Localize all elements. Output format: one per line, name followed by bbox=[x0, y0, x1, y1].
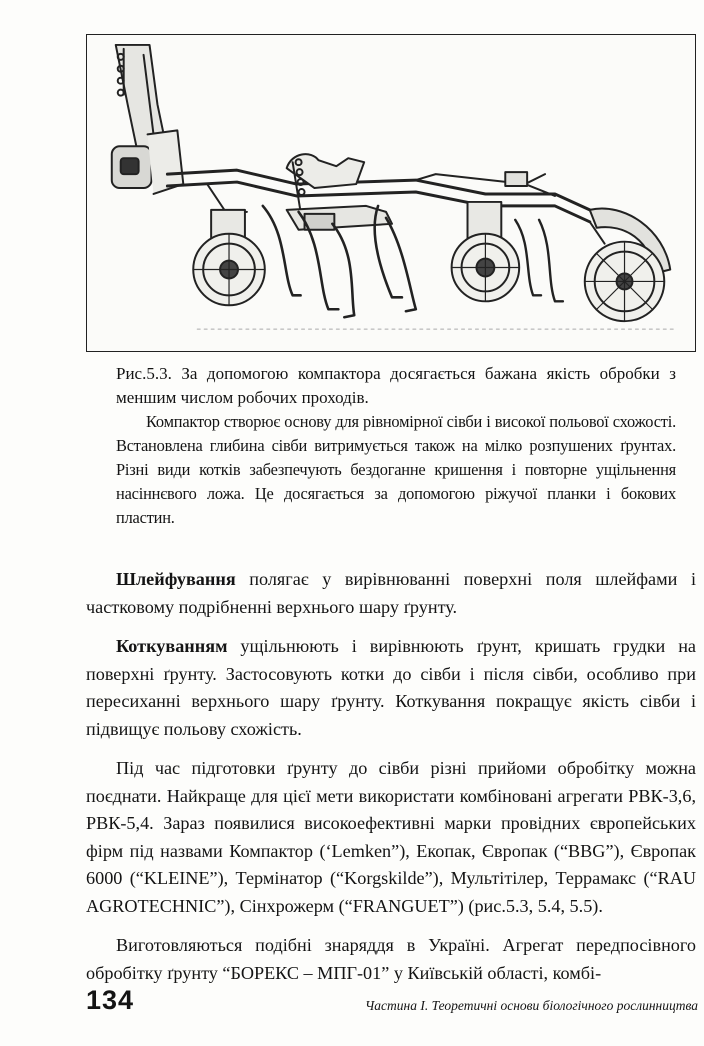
caption-body: Компактор створює основу для рівномірної сівби і високої польової схожості. Встановлена глибина сівби витримується також на мілко розпушених ґрунтах. Різні види котків забезпечують бездоганне кришення і повторне ущільнення насіннєвого ложа. Це досягається за допомогою ріжучої планки і бокових пластин. bbox=[116, 412, 676, 527]
hitch-mast bbox=[112, 45, 184, 194]
front-wheel bbox=[193, 210, 265, 305]
compactor-illustration bbox=[87, 35, 695, 351]
term-shleifuvannia: Шлейфування bbox=[116, 569, 236, 589]
paragraph-shleifuvannia bbox=[86, 566, 696, 621]
page-number: 134 bbox=[86, 985, 135, 1015]
caption-title: Рис.5.3. За допомогою компактора досягається бажана якість обробки з меншим числом робочих проходів. bbox=[116, 364, 676, 407]
page-footer bbox=[86, 985, 698, 1021]
rear-wheel bbox=[452, 202, 520, 301]
figure-caption bbox=[116, 362, 676, 530]
figure-frame bbox=[86, 34, 696, 352]
crumbler-roller bbox=[585, 209, 670, 322]
paragraph-combined-units: Під час підготовки ґрунту до сівби різні прийоми обробітку можна поєднати. Найкраще для цієї мети використати комбіновані агрегати РВК-3,6, РВК-5,4. Зараз появилися високоефективні марки провідних європейських фірм під назвами Компактор (‘Lemken”), Екопак, Європак (“BBG”), Європак 6000 (“KLEINE”), Термінатор (“Korgskilde”), Мультітілер, Террамакс (“RAU AGROTECHNIC”), Сінхрожерм (“FRANGUET”) (рис.5.3, 5.4, 5.5). bbox=[86, 758, 696, 916]
paragraph-kotkuvannia bbox=[86, 633, 696, 743]
running-title: Частина І. Теоретичні основи біологічного рослинництва bbox=[364, 998, 698, 1013]
term-kotkuvanniam: Коткуванням bbox=[116, 636, 228, 656]
paragraph-ukraine-tools: Виготовляються подібні знаряддя в Україні. Агрегат передпосівного обробітку ґрунту “БОРЕКС – МПГ-01” у Київській області, комбі- bbox=[86, 935, 696, 983]
rear-tines bbox=[515, 220, 563, 301]
paragraph-text: полягає у вирівнюванні поверхні поля шлейфами і частковому подрібненні верхнього шару ґрунту. bbox=[86, 569, 696, 617]
body-text bbox=[86, 566, 696, 999]
paragraph-text: ущільнюють і вирівнюють ґрунт, кришать грудки на поверхні ґрунту. Застосовують котки до сівби і після сівби, особливо при пересиханні верхнього шару ґрунту. Коткування покращує якість сівби і підвищує польову схожість. bbox=[86, 636, 696, 739]
